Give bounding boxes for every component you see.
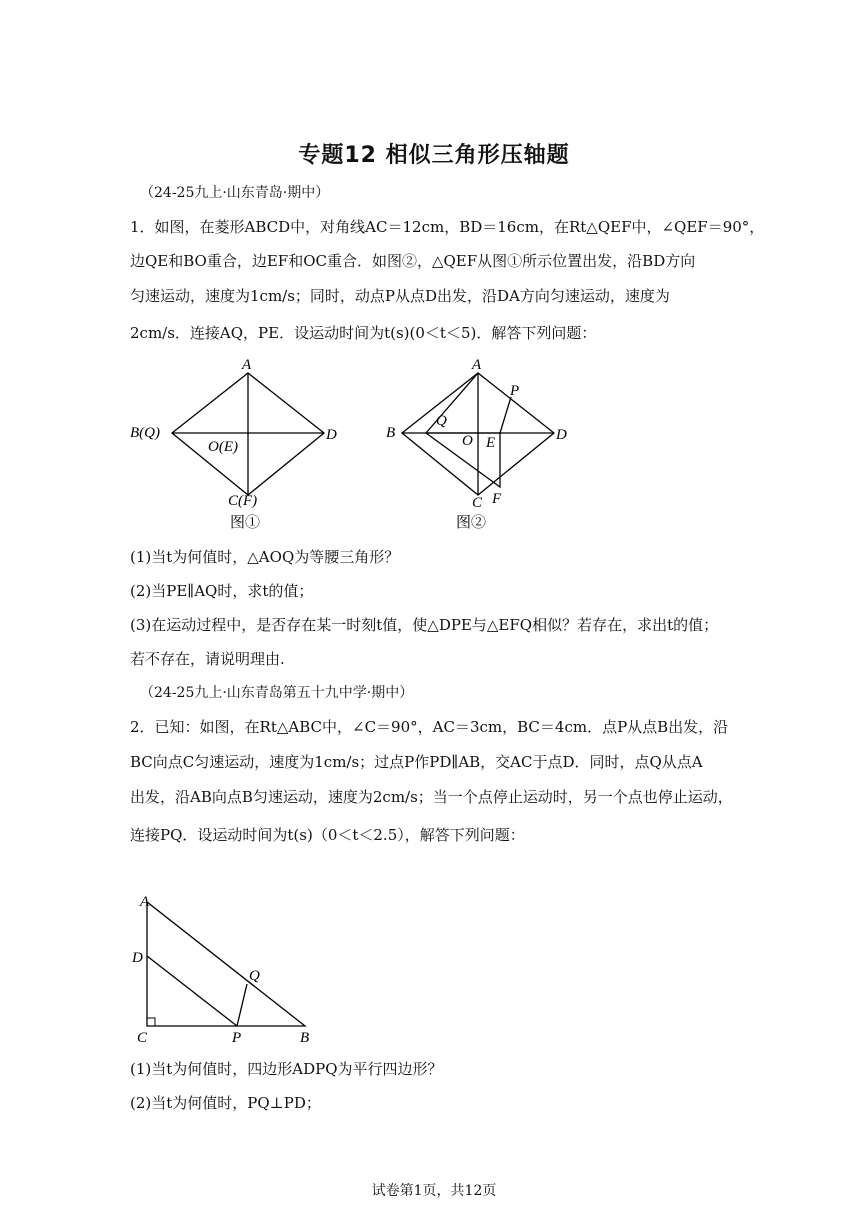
problem2-line-3: 出发，沿AB向点B匀速运动，速度为2cm/s；当一个点停止运动时，另一个点也停止运动， — [130, 788, 733, 806]
triangle-abc — [147, 902, 305, 1026]
problem1-question-2: (2)当PE∥AQ时，求t的值； — [130, 582, 314, 600]
problem2-line-1: 2．已知：如图，在Rt△ABC中，∠C＝90°，AC＝3cm，BC＝4cm．点P从点B出发，沿 — [130, 718, 729, 736]
problem2-source: （24-25九上·山东青岛第五十九中学·期中） — [140, 685, 414, 701]
segment-pe — [500, 397, 511, 433]
label-d: D — [556, 427, 567, 443]
label-p: P — [232, 1030, 242, 1046]
problem1-line-4: 2cm/s．连接AQ，PE．设运动时间为t(s)(0＜t＜5)．解答下列问题： — [130, 324, 597, 342]
problem1-line-1: 1．如图，在菱形ABCD中，对角线AC＝12cm，BD＝16cm，在Rt△QEF中，∠QEF＝90°， — [130, 218, 765, 236]
problem2-line-4: 连接PQ．设运动时间为t(s)（0＜t＜2.5），解答下列问题： — [130, 826, 525, 844]
label-b: B — [300, 1030, 310, 1046]
label-a: A — [140, 894, 150, 910]
label-b: B — [386, 425, 396, 441]
right-angle-mark — [147, 1018, 155, 1026]
label-d: D — [132, 950, 143, 966]
problem1-line-2: 边QE和BO重合，边EF和OC重合．如图②，△QEF从图①所示位置出发，沿BD方向 — [130, 252, 696, 270]
label-o: O — [462, 433, 473, 449]
problem2-question-1: (1)当t为何值时，四边形ADPQ为平行四边形？ — [130, 1060, 443, 1078]
figure-1-caption: 图① — [230, 515, 261, 531]
segment-pq — [237, 984, 247, 1026]
problem1-question-1: (1)当t为何值时，△AOQ为等腰三角形？ — [130, 548, 400, 566]
label-q: Q — [249, 968, 260, 984]
label-b-q: B(Q) — [130, 425, 160, 441]
label-a: A — [472, 357, 482, 373]
segment-aq — [426, 373, 478, 433]
label-o-e: O(E) — [208, 439, 238, 455]
figure-2-caption: 图② — [456, 515, 487, 531]
label-d: D — [326, 427, 337, 443]
label-c: C — [472, 495, 483, 511]
label-q: Q — [436, 413, 447, 429]
problem1-question-3-cont: 若不存在，请说明理由. — [130, 650, 285, 668]
label-p: P — [510, 383, 520, 399]
label-f: F — [492, 491, 502, 507]
figure-2-moving-triangle — [380, 355, 600, 540]
problem2-line-2: BC向点C匀速运动，速度为1cm/s；过点P作PD∥AB，交AC于点D．同时，点Q从点A — [130, 753, 703, 771]
figure-1-rhombus — [120, 355, 350, 540]
page-footer: 试卷第1页，共12页 — [371, 1183, 497, 1199]
segment-pd — [147, 956, 237, 1026]
problem1-question-3: (3)在运动过程中，是否存在某一时刻t值，使△DPE与△EFQ相似？若存在，求出t的值； — [130, 616, 719, 634]
problem1-line-3: 匀速运动，速度为1cm/s；同时，动点P从点D出发，沿DA方向匀速运动，速度为 — [130, 287, 670, 305]
label-c-f: C(F) — [228, 493, 258, 509]
figure-right-triangle — [125, 890, 325, 1050]
label-c: C — [137, 1030, 148, 1046]
label-e: E — [486, 435, 496, 451]
label-a: A — [242, 357, 252, 373]
problem1-source: （24-25九上·山东青岛·期中） — [140, 185, 330, 201]
page-title: 专题12 相似三角形压轴题 — [298, 143, 570, 168]
problem2-question-2: (2)当t为何值时，PQ⊥PD； — [130, 1094, 321, 1112]
